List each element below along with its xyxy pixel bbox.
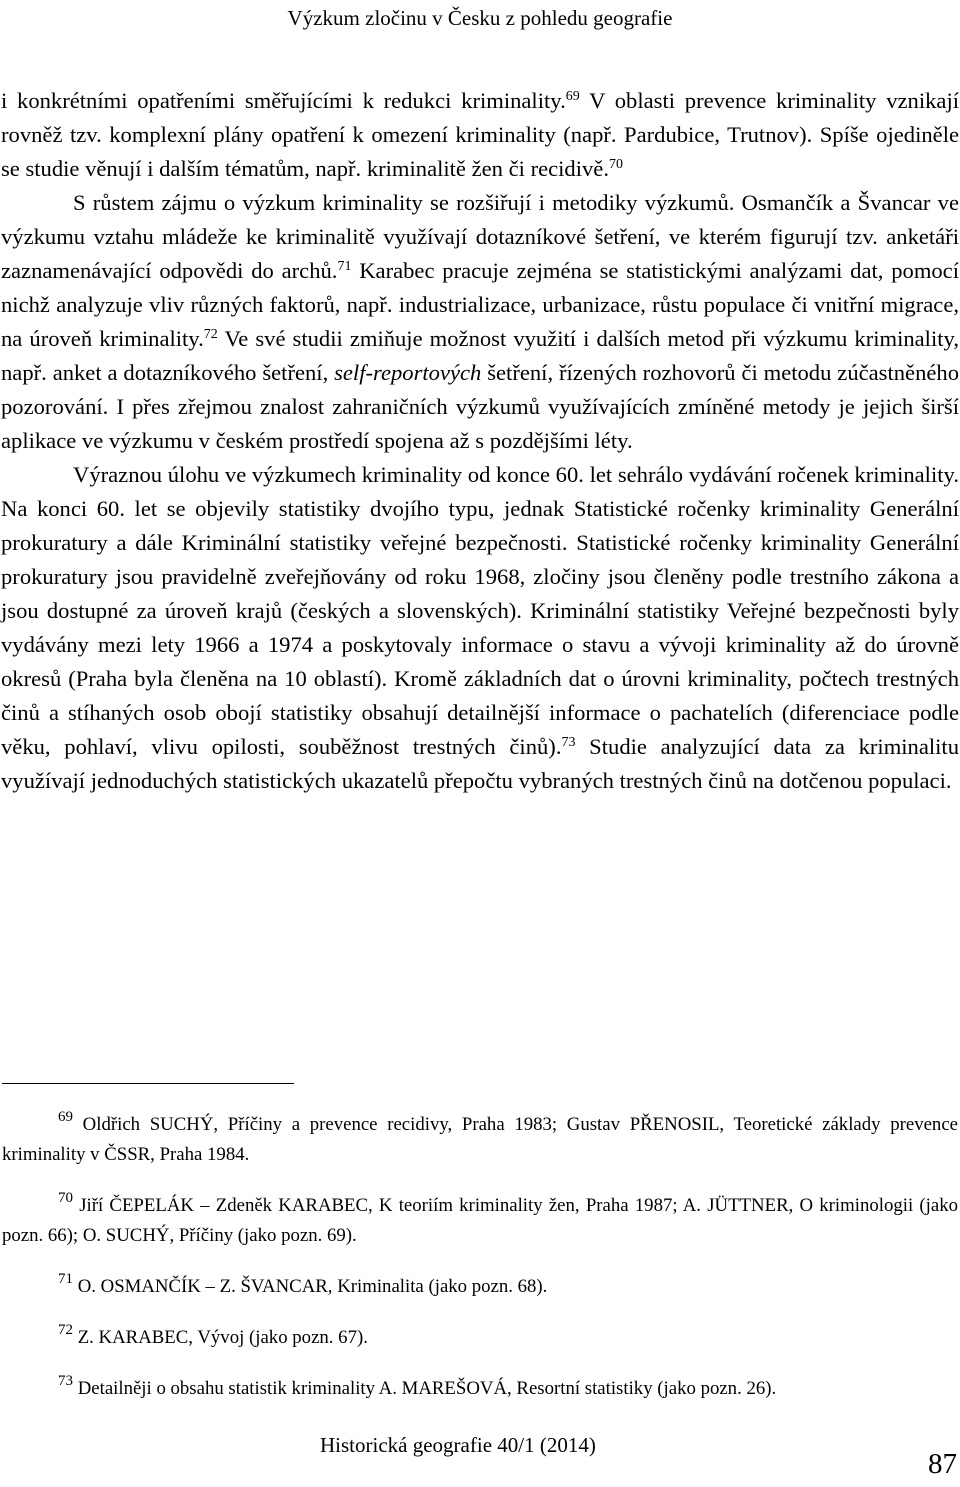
footnote-72: $^{72}$ Z. KARABEC, Vývoj (jako pozn. 67). bbox=[58, 1322, 368, 1348]
footnote-number: 73 bbox=[58, 1373, 73, 1389]
footnote-number: 71 bbox=[58, 1271, 73, 1287]
footnote-71: $^{71}$ O. OSMANČÍK – Z. ŠVANCAR, Kriminalita (jako pozn. 68). bbox=[58, 1271, 548, 1297]
footnote-number: 69 bbox=[58, 1109, 73, 1125]
page-number: 87 bbox=[928, 1448, 957, 1480]
footnotes bbox=[2, 1110, 958, 1425]
paragraph-1: i konkrétními opatřeními směřujícími k redukci kriminality.$^{69}$ V oblasti prevence kriminality vznikají rovněž tzv. komplexní plány opatření k omezení kriminality (např. Pardubice, Trutnov). Spíše ojediněle se studie věnují i dalším tématům, např. kriminalitě žen či recidivě.$^{70}$ bbox=[1, 88, 960, 181]
footnote-number: 70 bbox=[58, 1190, 73, 1206]
footnote-ref-69[interactable]: 69 bbox=[565, 89, 580, 104]
running-header: Výzkum zločinu v Česku z pohledu geografie bbox=[287, 6, 673, 30]
footnote-70: $^{70}$ Jiří ČEPELÁK – Zdeněk KARABEC, K teoriím kriminality žen, Praha 1987; A. JÜTTNER, O kriminologii (jako pozn. 66); O. SUCHÝ, Příčiny (jako pozn. 69). bbox=[2, 1190, 958, 1246]
footnote-73: $^{73}$ Detailněji o obsahu statistik kriminality A. MAREŠOVÁ, Resortní statistiky (jako pozn. 26). bbox=[58, 1373, 777, 1399]
footnote-number: 72 bbox=[58, 1322, 73, 1338]
italic-term: self-reportových bbox=[334, 360, 482, 385]
journal-footer: Historická geografie 40/1 (2014) bbox=[320, 1433, 596, 1457]
footnote-ref-70[interactable]: 70 bbox=[608, 157, 623, 172]
footnote-69: $^{69}$ Oldřich SUCHÝ, Příčiny a prevence recidivy, Praha 1983; Gustav PŘENOSIL, Teoretické základy prevence kriminality v ČSSR, Praha 1984. bbox=[2, 1109, 958, 1165]
footnote-ref-73[interactable]: 73 bbox=[561, 735, 576, 750]
body-text bbox=[1, 84, 959, 798]
paragraph-3: Výraznou úlohu ve výzkumech kriminality od konce 60. let sehrálo vydávání ročenek kriminality. Na konci 60. let se objevily statistiky dvojího typu, jednak Statistické ročenky kriminality Generální prokuratury a dále Kriminální statistiky veřejné bezpečnosti. Statistické ročenky kriminality Generální prokuratury jsou pravidelně zveřejňovány od roku 1968, zločiny jsou členěny podle trestního zákona a jsou dostupné za úroveň krajů (českých a slovenských). Kriminální statistiky Veřejné bezpečnosti byly vydávány mezi lety 1966 a 1974 a poskytovaly informace o stavu a vývoji kriminality až do úrovně okresů (Praha byla členěna na 10 oblastí). Kromě základních dat o úrovni kriminality, počtech trestných činů a stíhaných osob obojí statistiky obsahují detailnější informace o pachatelích (diferenciace podle věku, pohlaví, vlivu opilosti, souběžnost trestných činů).$^{73}$ Studie analyzující data za kriminalitu využívají jednoduchých statistických ukazatelů přepočtu vybraných trestných činů na dotčenou populaci. bbox=[1, 462, 959, 793]
footnote-separator bbox=[2, 1083, 294, 1084]
footnote-ref-71[interactable]: 71 bbox=[337, 259, 352, 274]
footnote-ref-72[interactable]: 72 bbox=[203, 327, 218, 342]
paragraph-2: S růstem zájmu o výzkum kriminality se rozšiřují i metodiky výzkumů. Osmančík a Švancar ve výzkumu vztahu mládeže ke kriminalitě využívají dotazníkové šetření, ve kterém figurují tzv. anketáři zaznamenávající odpovědi do archů.$^{71}$ Karabec pracuje zejména se statistickými analýzami dat, pomocí nichž analyzuje vliv různých faktorů, např. industrializace, urbanizace, růstu populace či vnitřní migrace, na úroveň kriminality.$^{72}$ Ve své studii zmiňuje možnost využití i dalších metod při výzkumu kriminality, např. anket a dotazníkového šetření, self-reportových šetření, řízených rozhovorů či metodu zúčastněného pozorování. I přes zřejmou znalost zahraničních výzkumů využívajících zmíněné metody je jejich širší aplikace ve výzkumu v českém prostředí spojena až s pozdějšími léty. bbox=[1, 190, 959, 453]
